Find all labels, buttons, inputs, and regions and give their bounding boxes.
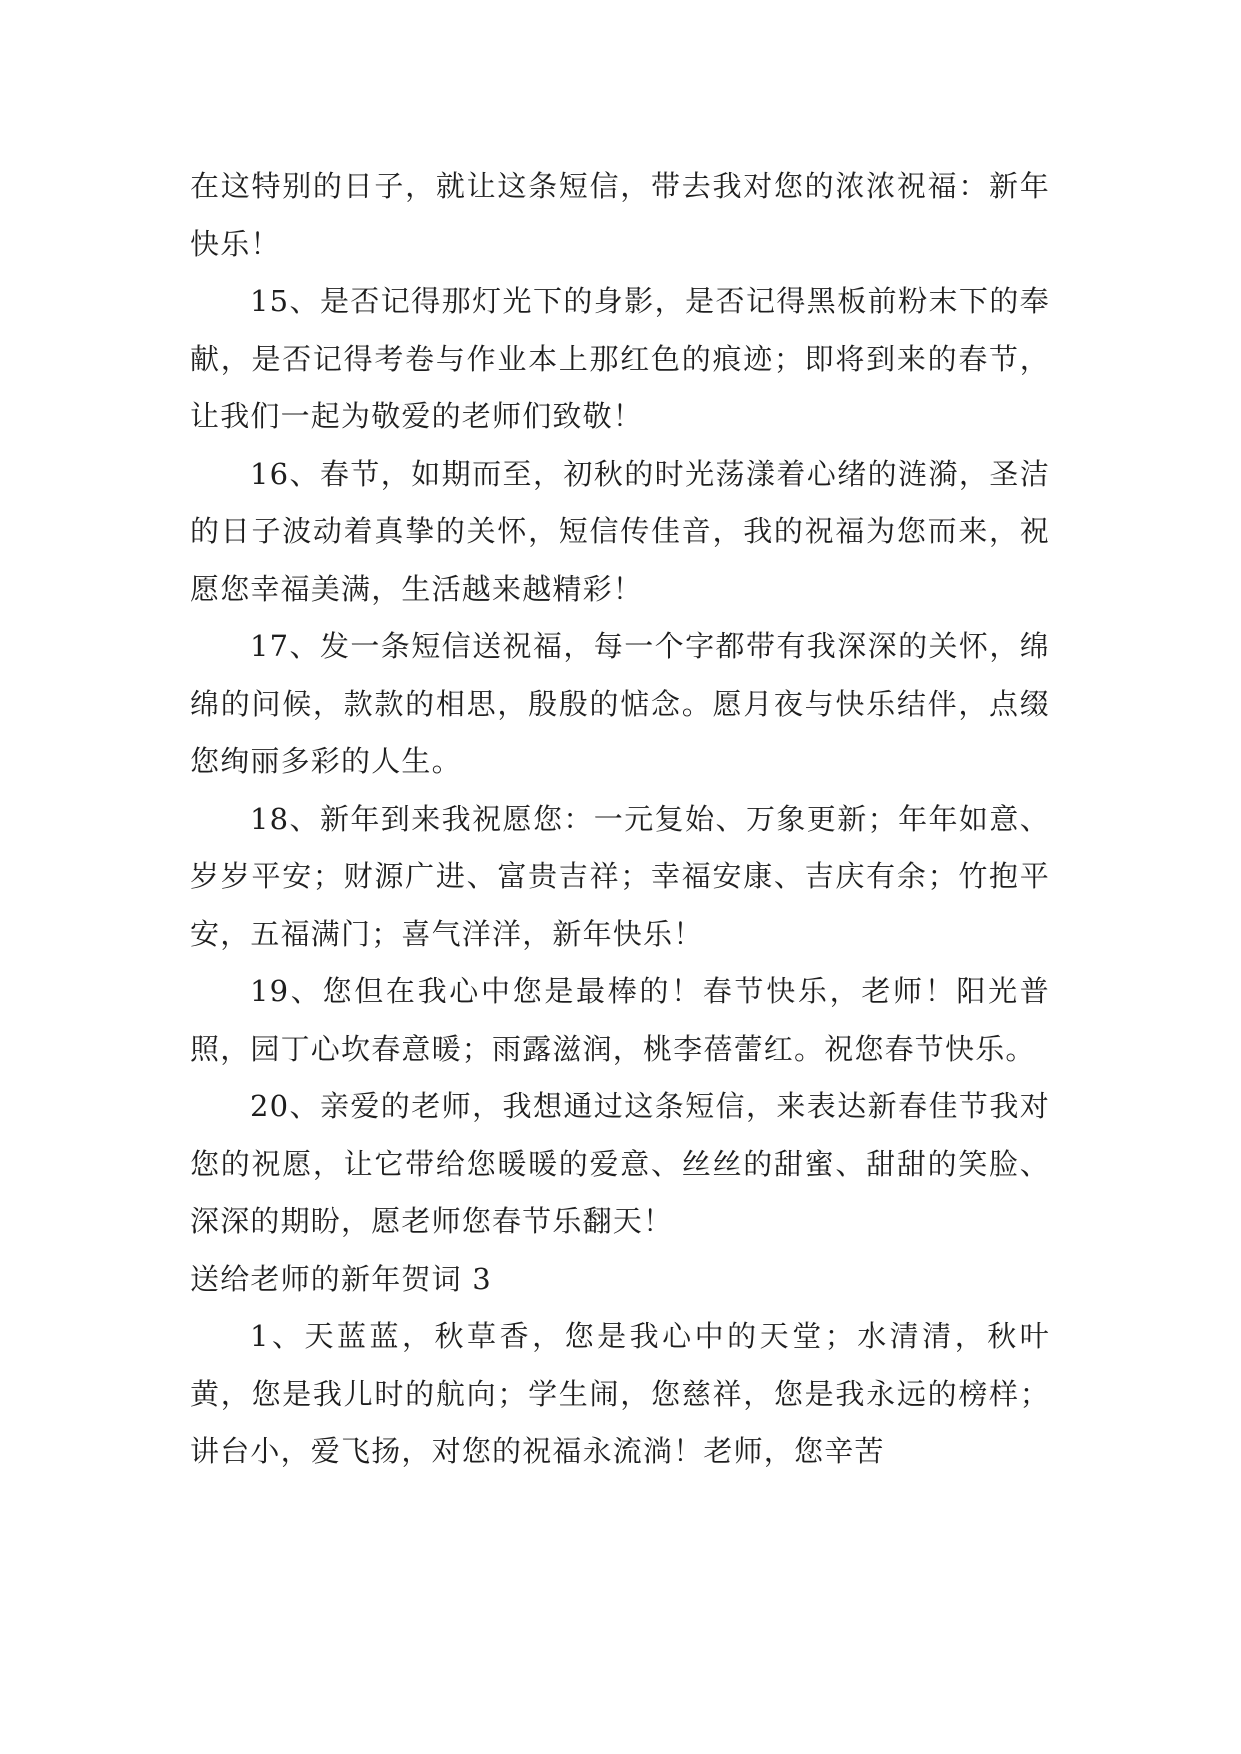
list-item-19: 19、您但在我心中您是最棒的！春节快乐，老师！阳光普照，园丁心坎春意暖；雨露滋润，桃李蓓蕾红。祝您春节快乐。 [190, 974, 1050, 1066]
list-item-1: 1、天蓝蓝，秋草香，您是我心中的天堂；水清清，秋叶黄，您是我儿时的航向；学生闹，您慈祥，您是我永远的榜样；讲台小，爱飞扬，对您的祝福永流淌！老师，您辛苦 [190, 1319, 1050, 1468]
list-item-18: 18、新年到来我祝愿您：一元复始、万象更新；年年如意、岁岁平安；财源广进、富贵吉祥；幸福安康、吉庆有余；竹抱平安，五福满门；喜气洋洋，新年快乐！ [190, 801, 1050, 951]
paragraph-continuation: 在这特别的日子，就让这条短信，带去我对您的浓浓祝福：新年快乐！ [190, 169, 1050, 261]
document-body [190, 158, 1050, 1481]
list-item-15: 15、是否记得那灯光下的身影，是否记得黑板前粉末下的奉献，是否记得考卷与作业本上那红色的痕迹；即将到来的春节，让我们一起为敬爱的老师们致敬！ [190, 284, 1050, 433]
list-item-17: 17、发一条短信送祝福，每一个字都带有我深深的关怀，绵绵的问候，款款的相思，殷殷的惦念。愿月夜与快乐结伴，点缀您绚丽多彩的人生。 [190, 629, 1050, 778]
list-item-20: 20、亲爱的老师，我想通过这条短信，来表达新春佳节我对您的祝愿，让它带给您暖暖的爱意、丝丝的甜蜜、甜甜的笑脸、深深的期盼，愿老师您春节乐翻天！ [190, 1089, 1050, 1238]
section-heading: 送给老师的新年贺词 3 [190, 1261, 492, 1296]
list-item-16: 16、春节，如期而至，初秋的时光荡漾着心绪的涟漪，圣洁的日子波动着真挚的关怀，短信传佳音，我的祝福为您而来，祝愿您幸福美满，生活越来越精彩！ [190, 456, 1050, 606]
